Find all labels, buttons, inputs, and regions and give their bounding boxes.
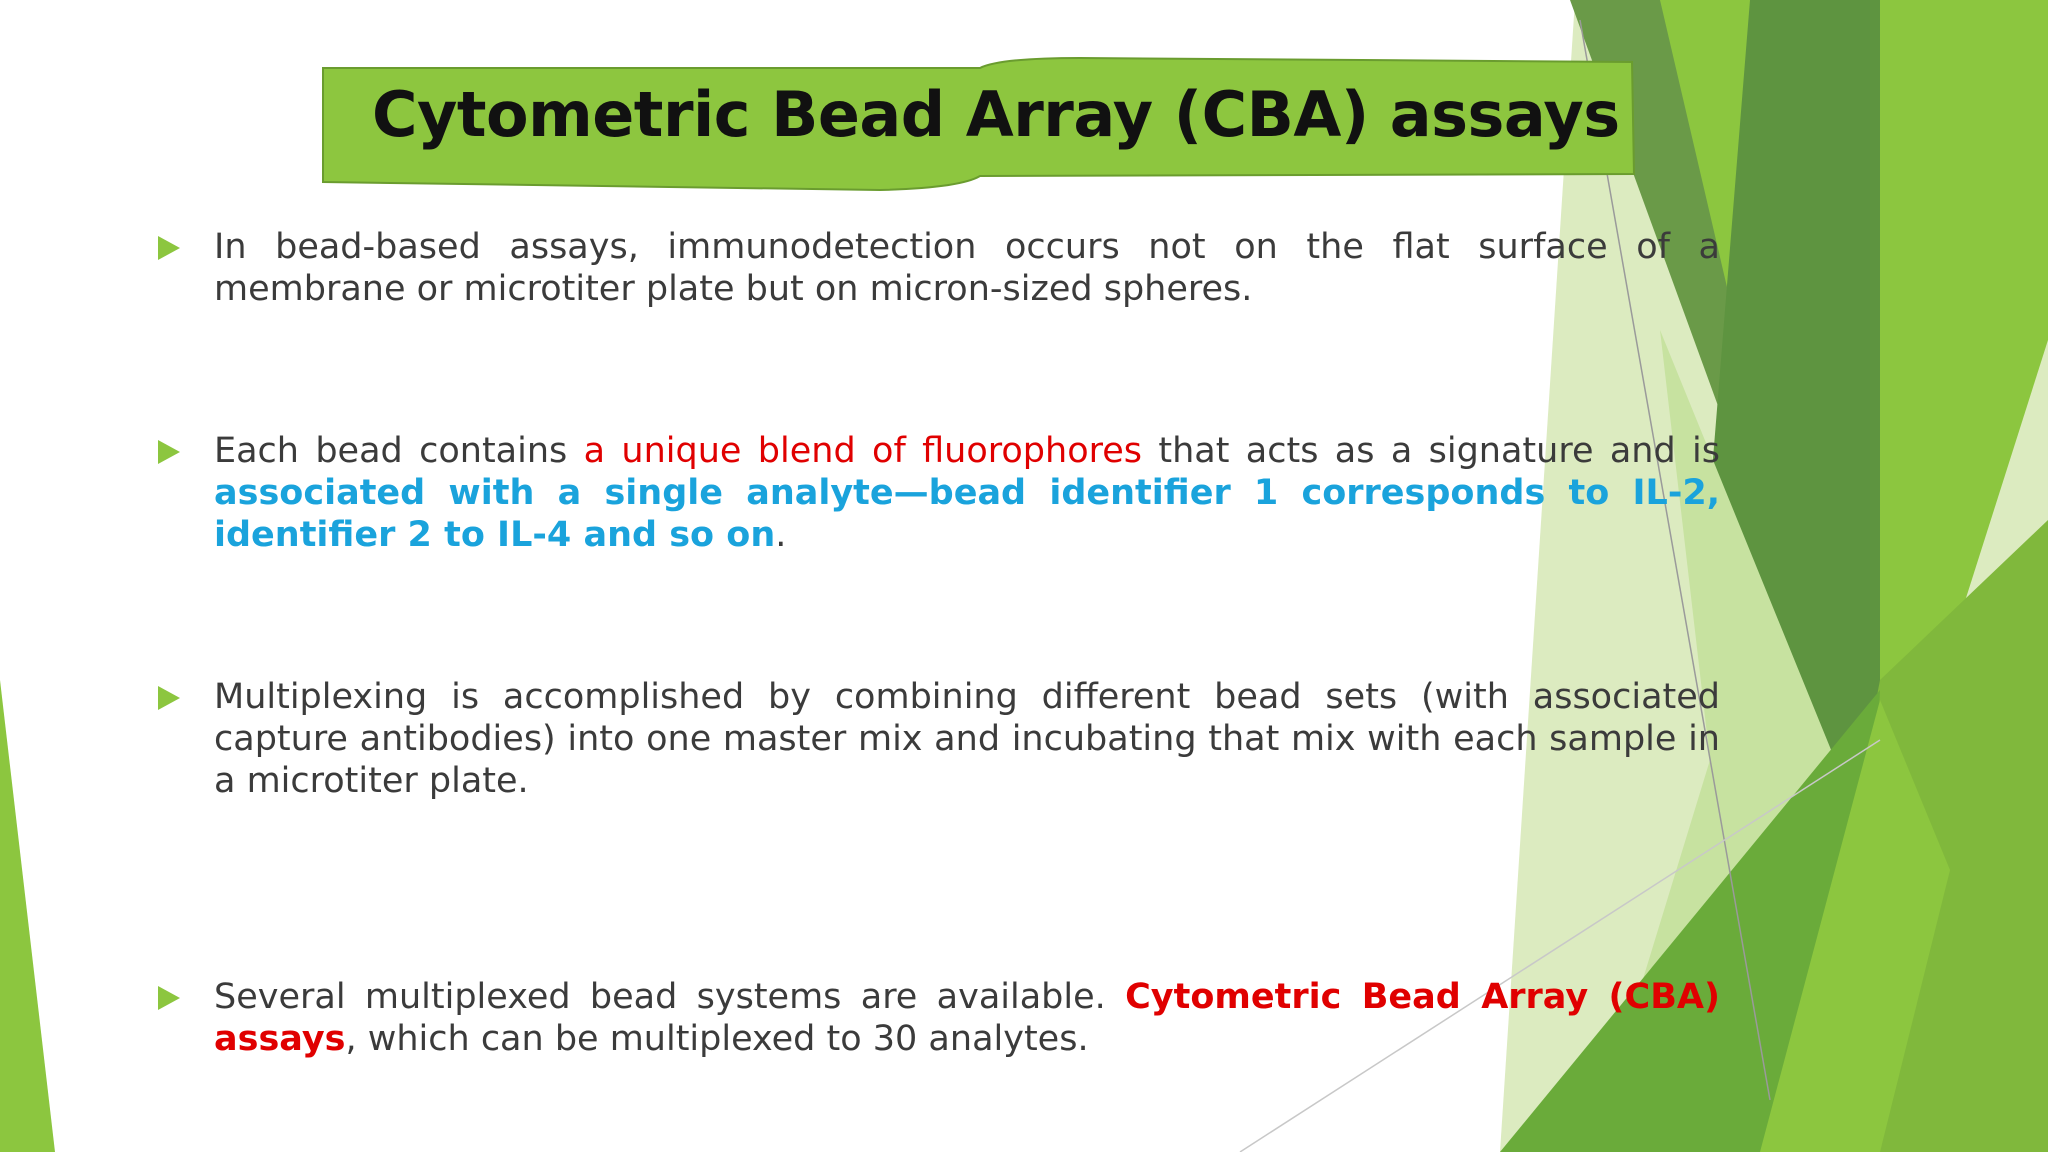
highlight-red-text: a unique blend of fluorophores xyxy=(583,431,1142,471)
bullet-item-4 xyxy=(158,976,1720,1060)
bullet-arrow-icon xyxy=(158,986,180,1010)
bullet-arrow-icon xyxy=(158,236,180,260)
highlight-red-text: Cytometric Bead Array (CBA) assays xyxy=(214,977,1720,1059)
highlight-blue-text: associated with a single analyte—bead identifier 1 corresponds to IL-2, identifier 2 to IL-4 and so on xyxy=(214,473,1720,555)
bullet-item-1 xyxy=(158,226,1720,310)
slide-title: Cytometric Bead Array (CBA) assays xyxy=(372,78,1620,151)
bullet-item-2 xyxy=(158,430,1720,556)
bullet-text-segment: . xyxy=(775,515,787,555)
bullet-text-segment: that acts as a signature and is xyxy=(1142,431,1720,471)
bullet-arrow-icon xyxy=(158,440,180,464)
bullet-text-segment: , which can be multiplexed to 30 analytes. xyxy=(345,1019,1089,1059)
bullet-item-3 xyxy=(158,676,1720,802)
bullet-text: In bead-based assays, immunodetection occurs not on the flat surface of a membrane or microtiter plate but on micron-sized spheres. xyxy=(214,227,1720,309)
bullet-arrow-icon xyxy=(158,686,180,710)
title-banner xyxy=(320,52,1636,192)
bullet-text xyxy=(214,976,1720,1060)
bullet-text-segment: Each bead contains xyxy=(214,431,584,471)
bullet-text: Multiplexing is accomplished by combining different bead sets (with associated capture antibodies) into one master mix and incubating that mix with each sample in a microtiter plate. xyxy=(214,677,1720,801)
bullet-text xyxy=(214,430,1720,556)
bullet-text-segment: Several multiplexed bead systems are available. xyxy=(214,977,1126,1017)
